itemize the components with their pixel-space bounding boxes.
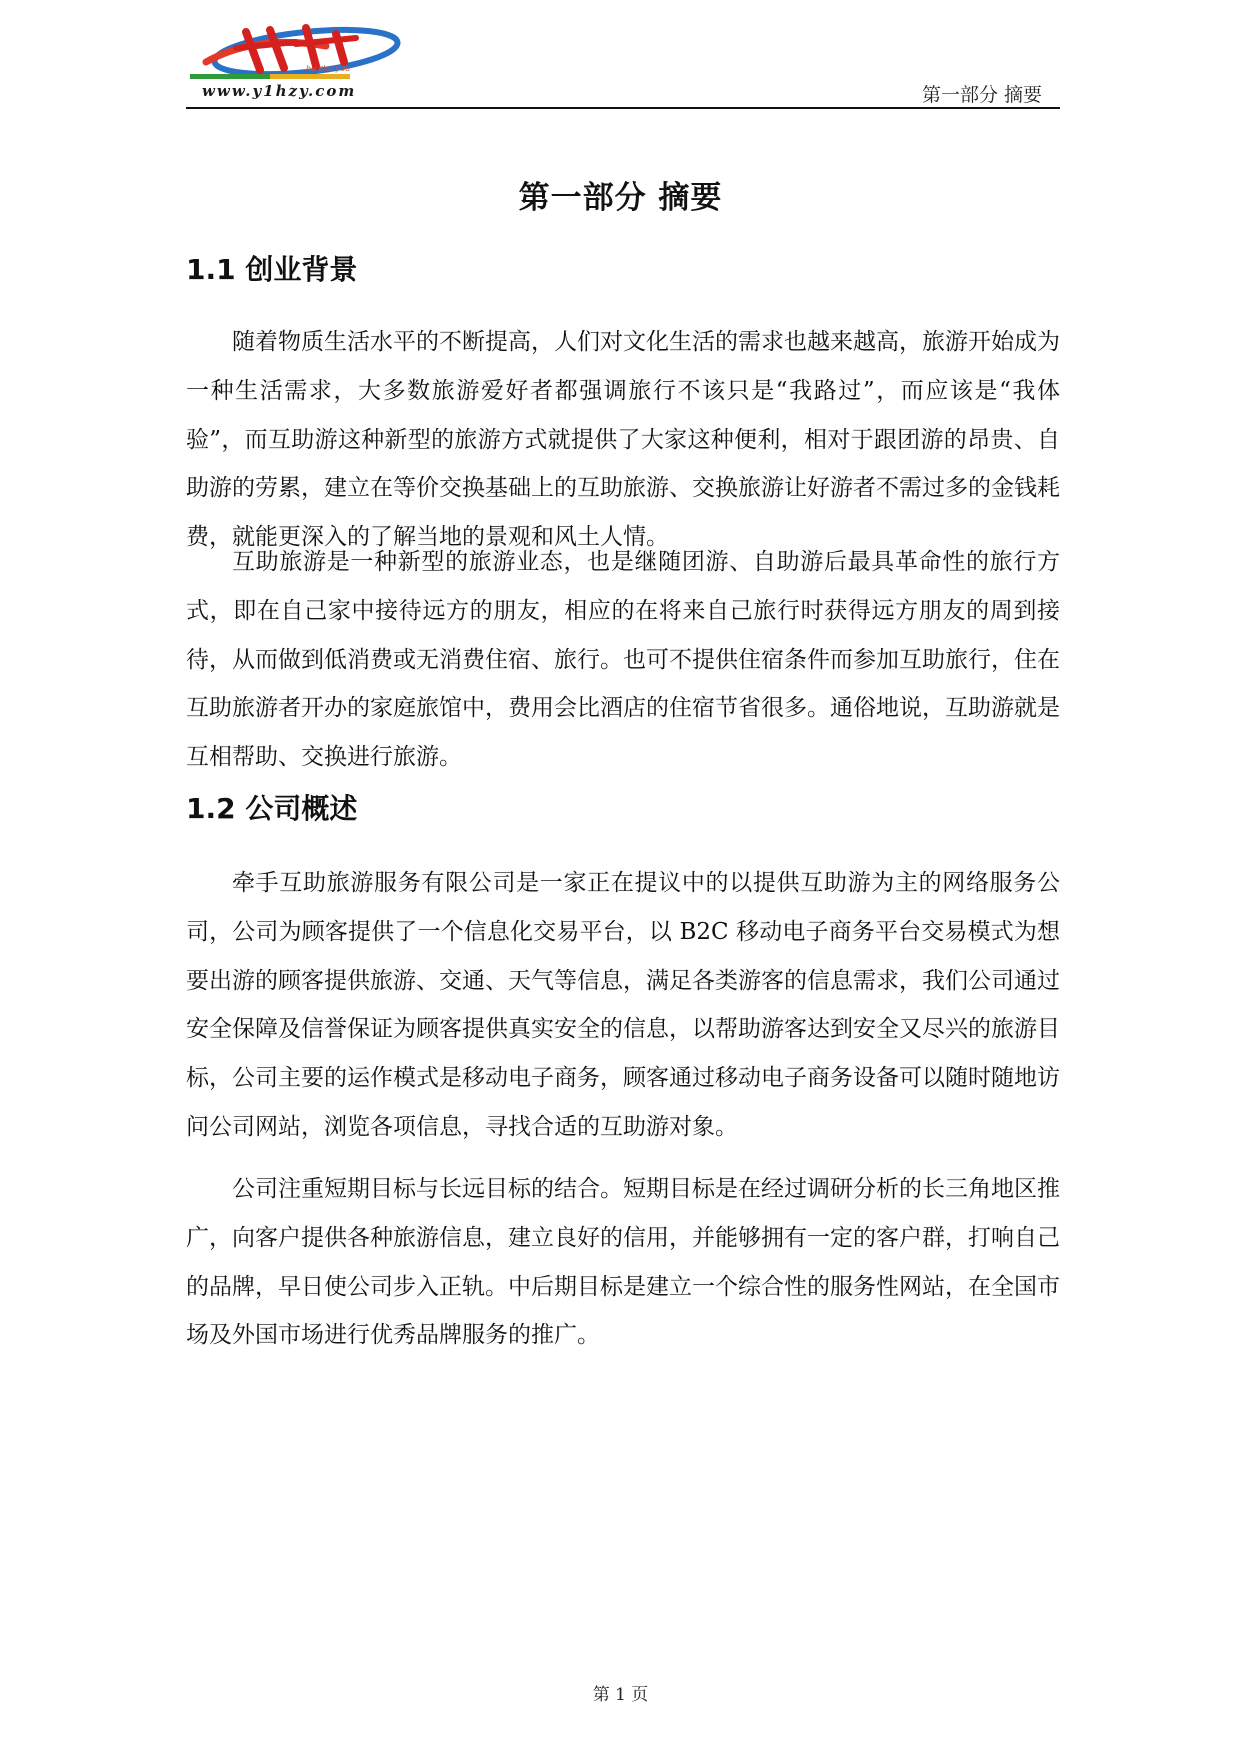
page-number: 第 1 页 [592,1685,649,1705]
header-divider [186,107,1060,109]
header-section-label: 第一部分 摘要 [921,84,1042,106]
page-title: 第一部分 摘要 [518,180,723,216]
paragraph: 互助旅游是一种新型的旅游业态，也是继随团游、自助游后最具革命性的旅行方式，即在自己家中接待远方的朋友，相应的在将来自己旅行时获得远方朋友的周到接待，从而做到低消费或无消费住宿、旅行。也可不提供住宿条件而参加互助旅行，住在互助旅游者开办的家庭旅馆中，费用会比酒店的住宿节省很多。通俗地说，互助游就是互相帮助、交换进行旅游。 [186,549,1060,771]
page-header [186,22,1060,110]
paragraph: 公司注重短期目标与长远目标的结合。短期目标是在经过调研分析的长三角地区推广，向客户提供各种旅游信息，建立良好的信用，并能够拥有一定的客户群，打响自己的品牌，早日使公司步入正轨。中后期目标是建立一个综合性的服务性网站，在全国市场及外国市场进行优秀品牌服务的推广。 [186,1176,1060,1349]
paragraph: 随着物质生活水平的不断提高，人们对文化生活的需求也越来越高，旅游开始成为一种生活需求，大多数旅游爱好者都强调旅行不该只是“我路过”，而应该是“我体验”，而互助游这种新型的旅游方式就提供了大家这种便利，相对于跟团游的昂贵、自助游的劳累，建立在等价交换基础上的互助旅游、交换旅游让好游者不需过多的金钱耗费，就能更深入的了解当地的景观和风土人情。 [186,329,1060,551]
company-logo [186,22,416,106]
paragraph: 牵手互助旅游服务有限公司是一家正在提议中的以提供互助游为主的网络服务公司，公司为顾客提供了一个信息化交易平台，以 B2C 移动电子商务平台交易模式为想要出游的顾客提供旅游、交通、天气等信息，满足各类游客的信息需求，我们公司通过安全保障及信誉保证为顾客提供真实安全的信息，以帮助游客达到安全又尽兴的旅游目标，公司主要的运作模式是移动电子商务，顾客通过移动电子商务设备可以随时随地访问公司网站，浏览各项信息，寻找合适的互助游对象。 [186,870,1060,1140]
section-heading-background: 1.1 创业背景 [186,253,358,286]
section-heading-overview: 1.2 公司概述 [186,792,358,825]
logo-subtitle: hu zhu you [306,64,351,73]
logo-url-text: www.y1hzy.com [202,82,357,100]
